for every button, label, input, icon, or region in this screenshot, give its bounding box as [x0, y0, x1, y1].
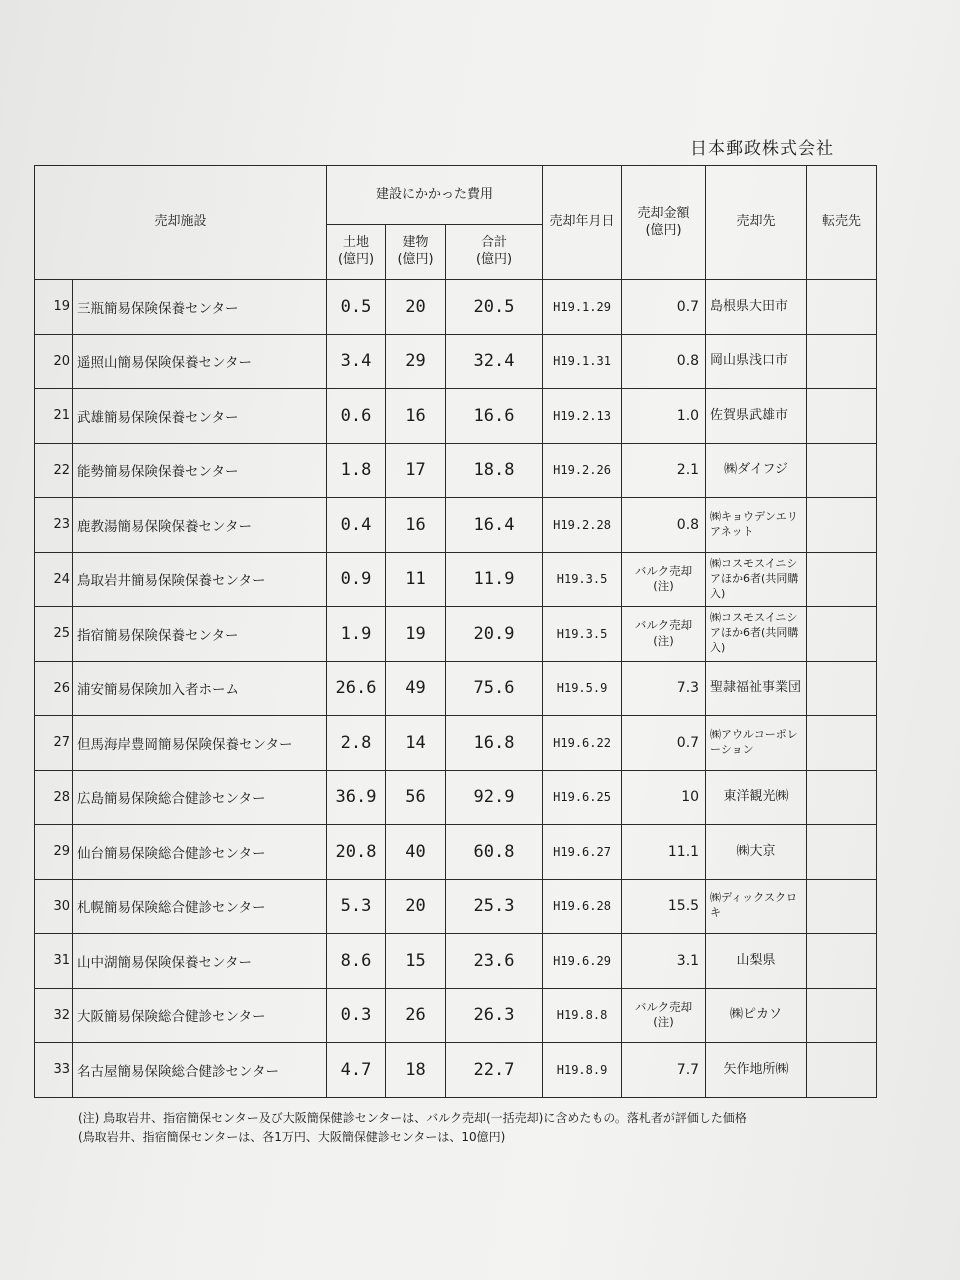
row-number: 21: [35, 389, 73, 444]
buyer-name: 岡山県浅口市: [706, 334, 807, 389]
resale-cell: [807, 825, 877, 880]
sale-amount: 7.7: [622, 1043, 706, 1098]
sale-amount: 15.5: [622, 879, 706, 934]
row-number: 29: [35, 825, 73, 880]
sale-date: H19.6.22: [543, 716, 622, 771]
buyer-name: ㈱キョウデンエリアネット: [706, 498, 807, 553]
land-cost: 0.4: [327, 498, 386, 553]
total-cost: 60.8: [446, 825, 543, 880]
facility-name: 大阪簡易保険総合健診センター: [73, 988, 327, 1043]
sale-amount: 11.1: [622, 825, 706, 880]
sales-table: [34, 165, 877, 1098]
land-cost: 1.8: [327, 443, 386, 498]
land-cost: 0.3: [327, 988, 386, 1043]
building-cost: 17: [386, 443, 446, 498]
row-number: 19: [35, 280, 73, 335]
table-row: [35, 661, 877, 716]
table-row: [35, 607, 877, 662]
sale-date: H19.2.26: [543, 443, 622, 498]
resale-cell: [807, 879, 877, 934]
facility-name: 但馬海岸豊岡簡易保険保養センター: [73, 716, 327, 771]
land-cost: 1.9: [327, 607, 386, 662]
total-cost: 20.5: [446, 280, 543, 335]
building-cost: 16: [386, 389, 446, 444]
land-cost: 0.9: [327, 552, 386, 607]
buyer-name: 矢作地所㈱: [706, 1043, 807, 1098]
resale-cell: [807, 389, 877, 444]
row-number: 31: [35, 934, 73, 989]
buyer-name: ㈱大京: [706, 825, 807, 880]
table-row: [35, 825, 877, 880]
facility-name: 三瓶簡易保険保養センター: [73, 280, 327, 335]
sale-amount: 3.1: [622, 934, 706, 989]
table-row: [35, 280, 877, 335]
total-cost: 16.4: [446, 498, 543, 553]
row-number: 24: [35, 552, 73, 607]
building-cost: 18: [386, 1043, 446, 1098]
facility-name: 鹿教湯簡易保険保養センター: [73, 498, 327, 553]
resale-cell: [807, 934, 877, 989]
header-total: 合計 (億円): [446, 225, 543, 280]
building-cost: 40: [386, 825, 446, 880]
resale-cell: [807, 607, 877, 662]
resale-cell: [807, 498, 877, 553]
row-number: 30: [35, 879, 73, 934]
building-cost: 15: [386, 934, 446, 989]
building-cost: 29: [386, 334, 446, 389]
buyer-name: ㈱コスモスイニシアほか6者(共同購入): [706, 607, 807, 662]
resale-cell: [807, 334, 877, 389]
sale-date: H19.1.31: [543, 334, 622, 389]
facility-name: 名古屋簡易保険総合健診センター: [73, 1043, 327, 1098]
buyer-name: ㈱ダイフジ: [706, 443, 807, 498]
table-row: [35, 443, 877, 498]
land-cost: 4.7: [327, 1043, 386, 1098]
building-cost: 26: [386, 988, 446, 1043]
footnote-line-1: (注) 鳥取岩井、指宿簡保センター及び大阪簡保健診センターは、バルク売却(一括売却)に含めたもの。落札者が評価した価格: [78, 1111, 747, 1125]
table-row: [35, 334, 877, 389]
row-number: 28: [35, 770, 73, 825]
buyer-name: 東洋観光㈱: [706, 770, 807, 825]
facility-name: 広島簡易保険総合健診センター: [73, 770, 327, 825]
total-cost: 16.8: [446, 716, 543, 771]
facility-name: 鳥取岩井簡易保険保養センター: [73, 552, 327, 607]
resale-cell: [807, 280, 877, 335]
resale-cell: [807, 770, 877, 825]
total-cost: 16.6: [446, 389, 543, 444]
land-cost: 0.6: [327, 389, 386, 444]
sale-date: H19.5.9: [543, 661, 622, 716]
sale-date: H19.8.8: [543, 988, 622, 1043]
buyer-name: ㈱コスモスイニシアほか6者(共同購入): [706, 552, 807, 607]
sale-amount: 10: [622, 770, 706, 825]
sale-date: H19.6.29: [543, 934, 622, 989]
row-number: 32: [35, 988, 73, 1043]
land-cost: 36.9: [327, 770, 386, 825]
sale-amount: 0.8: [622, 498, 706, 553]
resale-cell: [807, 988, 877, 1043]
footnote-line-2: (鳥取岩井、指宿簡保センターは、各1万円、大阪簡保健診センターは、10億円): [78, 1129, 506, 1144]
row-number: 27: [35, 716, 73, 771]
table-row: [35, 879, 877, 934]
facility-name: 遥照山簡易保険保養センター: [73, 334, 327, 389]
header-facility: 売却施設: [35, 166, 327, 280]
header-resale: 転売先: [807, 166, 877, 280]
building-cost: 20: [386, 879, 446, 934]
table-row: [35, 934, 877, 989]
table-row: [35, 1043, 877, 1098]
sale-date: H19.2.28: [543, 498, 622, 553]
company-name: 日本郵政株式会社: [690, 139, 834, 159]
table-row: [35, 716, 877, 771]
buyer-name: ㈱ピカソ: [706, 988, 807, 1043]
table-row: [35, 498, 877, 553]
sale-date: H19.6.27: [543, 825, 622, 880]
total-cost: 22.7: [446, 1043, 543, 1098]
resale-cell: [807, 716, 877, 771]
building-cost: 16: [386, 498, 446, 553]
total-cost: 26.3: [446, 988, 543, 1043]
total-cost: 18.8: [446, 443, 543, 498]
table-row: [35, 389, 877, 444]
resale-cell: [807, 1043, 877, 1098]
row-number: 26: [35, 661, 73, 716]
facility-name: 武雄簡易保険保養センター: [73, 389, 327, 444]
building-cost: 14: [386, 716, 446, 771]
building-cost: 56: [386, 770, 446, 825]
facility-name: 浦安簡易保険加入者ホーム: [73, 661, 327, 716]
facility-name: 指宿簡易保険保養センター: [73, 607, 327, 662]
sale-date: H19.6.28: [543, 879, 622, 934]
total-cost: 20.9: [446, 607, 543, 662]
buyer-name: 佐賀県武雄市: [706, 389, 807, 444]
land-cost: 0.5: [327, 280, 386, 335]
sale-date: H19.8.9: [543, 1043, 622, 1098]
land-cost: 2.8: [327, 716, 386, 771]
buyer-name: ㈱ディックスクロキ: [706, 879, 807, 934]
sale-amount: 0.7: [622, 716, 706, 771]
building-cost: 11: [386, 552, 446, 607]
row-number: 20: [35, 334, 73, 389]
facility-name: 能勢簡易保険保養センター: [73, 443, 327, 498]
sale-date: H19.1.29: [543, 280, 622, 335]
total-cost: 25.3: [446, 879, 543, 934]
land-cost: 20.8: [327, 825, 386, 880]
table-row: [35, 988, 877, 1043]
header-building: 建物 (億円): [386, 225, 446, 280]
total-cost: 11.9: [446, 552, 543, 607]
header-land: 土地 (億円): [327, 225, 386, 280]
facility-name: 札幌簡易保険総合健診センター: [73, 879, 327, 934]
total-cost: 75.6: [446, 661, 543, 716]
facility-name: 仙台簡易保険総合健診センター: [73, 825, 327, 880]
sale-amount: バルク売却 (注): [622, 988, 706, 1043]
sale-amount: 7.3: [622, 661, 706, 716]
building-cost: 19: [386, 607, 446, 662]
sale-amount: バルク売却 (注): [622, 552, 706, 607]
total-cost: 92.9: [446, 770, 543, 825]
header-sale-date: 売却年月日: [543, 166, 622, 280]
sale-date: H19.6.25: [543, 770, 622, 825]
sale-date: H19.2.13: [543, 389, 622, 444]
sale-amount: 1.0: [622, 389, 706, 444]
building-cost: 20: [386, 280, 446, 335]
table-row: [35, 552, 877, 607]
table-row: [35, 770, 877, 825]
footnote: [78, 1109, 747, 1146]
resale-cell: [807, 552, 877, 607]
land-cost: 5.3: [327, 879, 386, 934]
resale-cell: [807, 661, 877, 716]
row-number: 22: [35, 443, 73, 498]
row-number: 23: [35, 498, 73, 553]
table-body: [35, 280, 877, 1098]
total-cost: 32.4: [446, 334, 543, 389]
sale-date: H19.3.5: [543, 552, 622, 607]
buyer-name: 山梨県: [706, 934, 807, 989]
buyer-name: 島根県大田市: [706, 280, 807, 335]
header-cost-group: 建設にかかった費用: [327, 166, 543, 225]
total-cost: 23.6: [446, 934, 543, 989]
row-number: 33: [35, 1043, 73, 1098]
land-cost: 8.6: [327, 934, 386, 989]
sale-amount: 2.1: [622, 443, 706, 498]
sale-amount: 0.8: [622, 334, 706, 389]
buyer-name: 聖隷福祉事業団: [706, 661, 807, 716]
building-cost: 49: [386, 661, 446, 716]
sale-amount: 0.7: [622, 280, 706, 335]
land-cost: 3.4: [327, 334, 386, 389]
sale-amount: バルク売却 (注): [622, 607, 706, 662]
row-number: 25: [35, 607, 73, 662]
header-sale-amount: 売却金額 (億円): [622, 166, 706, 280]
sale-date: H19.3.5: [543, 607, 622, 662]
header-buyer: 売却先: [706, 166, 807, 280]
land-cost: 26.6: [327, 661, 386, 716]
facility-name: 山中湖簡易保険保養センター: [73, 934, 327, 989]
buyer-name: ㈱アウルコーポレーション: [706, 716, 807, 771]
resale-cell: [807, 443, 877, 498]
